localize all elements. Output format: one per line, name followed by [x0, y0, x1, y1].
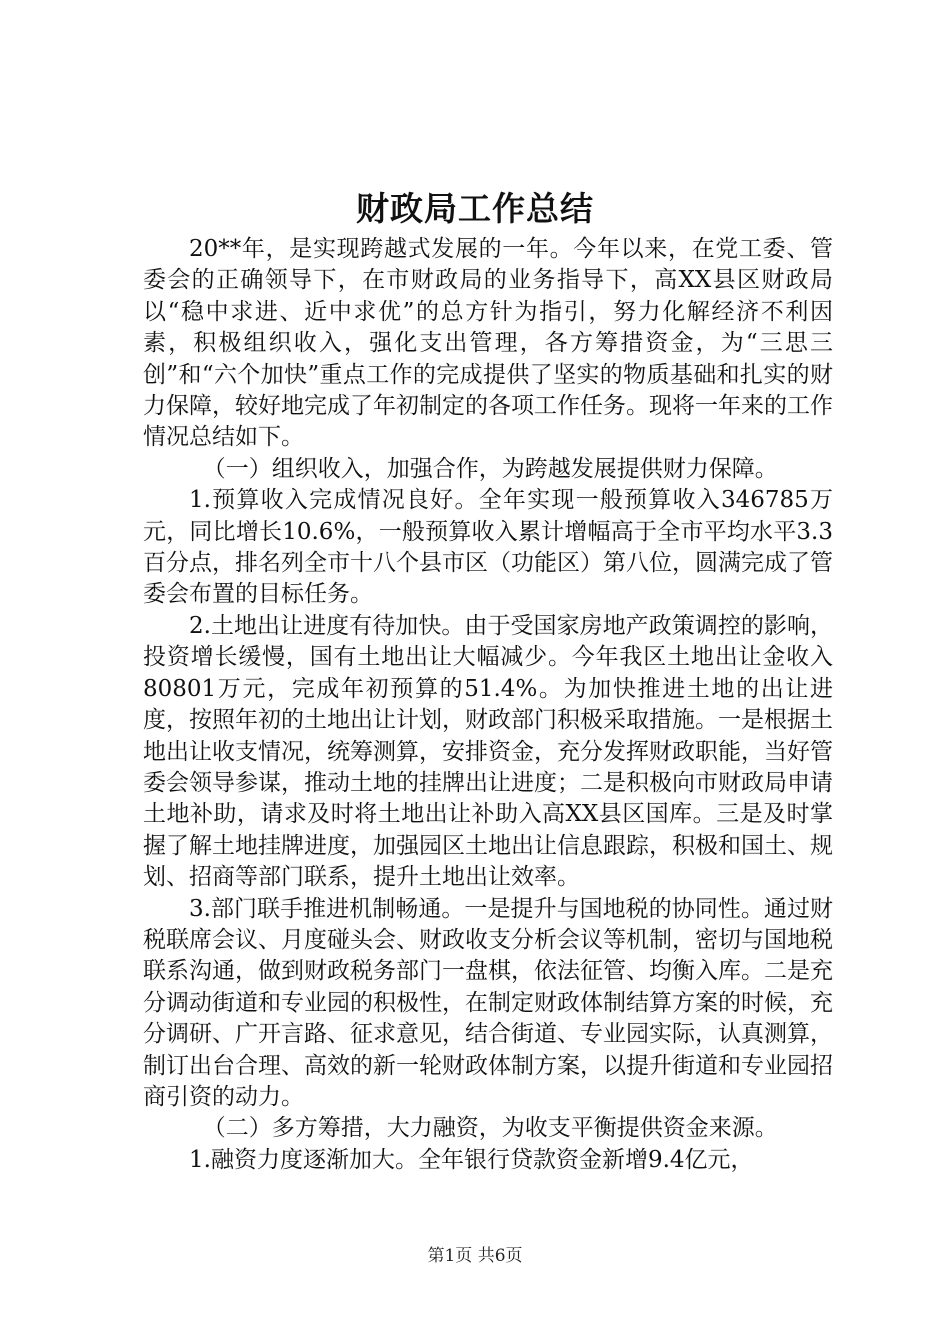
item-paragraph-2-1: 1.融资力度逐渐加大。全年银行贷款资金新增9.4亿元， [189, 1146, 754, 1173]
item-paragraph-1-3: 3.部门联手推进机制畅通。一是提升与国地税的协同性。通过财税联席会议、月度碰头会、财政收支分析会议等机制，密切与国地税联系沟通，做到财政税务部门一盘棋，依法征管、均衡入库。二是充分调动街道和专业园的积极性，在制定财政体制结算方案的时候，充分调研、广开言路、征求意见，结合街道、专业园实际，认真测算，制订出台合理、高效的新一轮财政体制方案，以提升街道和专业园招商引资的动力。 [143, 895, 833, 1110]
document-body [143, 234, 833, 1176]
section-heading-2: （二）多方筹措，大力融资，为收支平衡提供资金来源。 [202, 1115, 778, 1142]
item-paragraph-1-1: 1.预算收入完成情况良好。全年实现一般预算收入346785万元，同比增长10.6%，一般预算收入累计增幅高于全市平均水平3.3百分点，排名列全市十八个县市区（功能区）第八位，圆满完成了管委会布置的目标任务。 [143, 487, 833, 608]
section-heading-1: （一）组织收入，加强合作，为跨越发展提供财力保障。 [202, 455, 778, 482]
page-number: 第1页 共6页 [427, 1246, 523, 1266]
intro-paragraph: 20**年，是实现跨越式发展的一年。今年以来，在党工委、管委会的正确领导下，在市财政局的业务指导下，高XX县区财政局以“稳中求进、近中求优”的总方针为指引，努力化解经济不利因素，积极组织收入，强化支出管理，各方筹措资金，为“三思三创”和“六个加快”重点工作的完成提供了坚实的物质基础和扎实的财力保障，较好地完成了年初制定的各项工作任务。现将一年来的工作情况总结如下。 [143, 236, 833, 451]
document-title: 财政局工作总结 [356, 189, 594, 228]
item-paragraph-1-2: 2.土地出让进度有待加快。由于受国家房地产政策调控的影响，投资增长缓慢，国有土地出让大幅减少。今年我区土地出让金收入80801万元，完成年初预算的51.4%。为加快推进土地的出让进度，按照年初的土地出让计划，财政部门积极采取措施。一是根据土地出让收支情况，统筹测算，安排资金，充分发挥财政职能，当好管委会领导参谋，推动土地的挂牌出让进度；二是积极向市财政局申请土地补助，请求及时将土地出让补助入高XX县区国库。三是及时掌握了解土地挂牌进度，加强园区土地出让信息跟踪，积极和国土、规划、招商等部门联系，提升土地出让效率。 [143, 612, 833, 891]
